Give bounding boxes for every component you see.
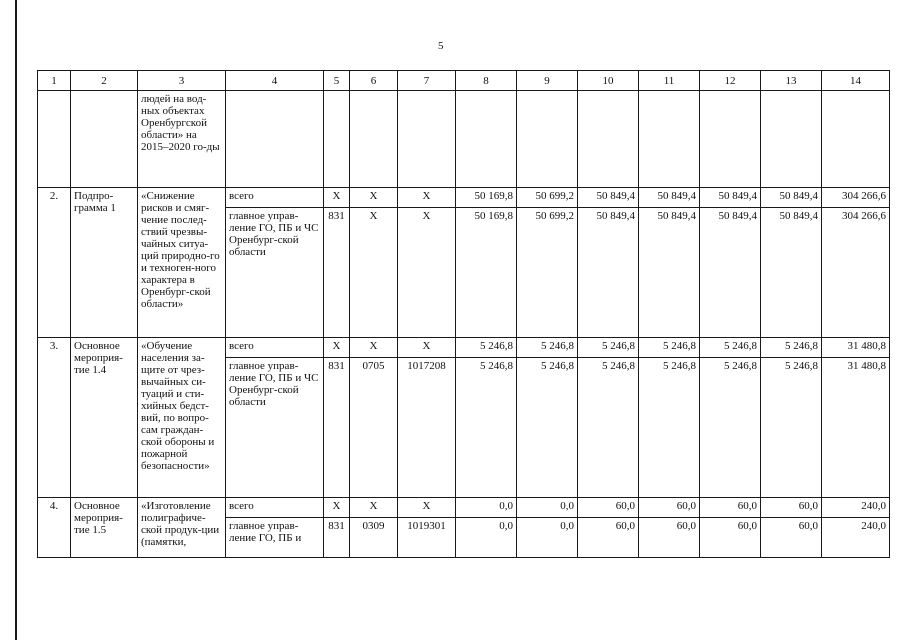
value-cell: 5 246,8 <box>517 358 578 498</box>
value-cell: 5 246,8 <box>578 358 639 498</box>
value-cell: 50 169,8 <box>456 208 517 338</box>
value-cell: 5 246,8 <box>761 358 822 498</box>
row-number: 2. <box>38 188 71 338</box>
value-cell: 50 169,8 <box>456 188 517 208</box>
row-number: 4. <box>38 498 71 558</box>
page-edge-line <box>15 0 17 640</box>
csr-cell: Х <box>398 188 456 208</box>
value-cell: 0,0 <box>517 498 578 518</box>
table-row <box>38 338 890 358</box>
header-cell: 6 <box>350 71 398 91</box>
value-cell: 50 849,4 <box>761 208 822 338</box>
total-cell: 31 480,8 <box>822 338 890 358</box>
value-cell: 60,0 <box>639 518 700 558</box>
executor-cell: главное управ-ление ГО, ПБ и ЧС Оренбург-ской области <box>226 358 324 498</box>
executor-cell: главное управ-ление ГО, ПБ и <box>226 518 324 558</box>
header-cell: 1 <box>38 71 71 91</box>
value-cell: 60,0 <box>578 518 639 558</box>
budget-table <box>37 70 890 558</box>
rzpr-cell: 0705 <box>350 358 398 498</box>
value-cell: 5 246,8 <box>700 358 761 498</box>
page-number: 5 <box>438 40 444 52</box>
value-cell: 5 246,8 <box>639 338 700 358</box>
csr-cell: Х <box>398 338 456 358</box>
header-cell: 11 <box>639 71 700 91</box>
csr-cell: 1019301 <box>398 518 456 558</box>
grbs-cell: Х <box>324 338 350 358</box>
header-row <box>38 71 890 91</box>
total-cell: 240,0 <box>822 518 890 558</box>
value-cell: 50 699,2 <box>517 208 578 338</box>
rzpr-cell: Х <box>350 188 398 208</box>
value-cell: 50 849,4 <box>761 188 822 208</box>
value-cell: 5 246,8 <box>456 338 517 358</box>
rzpr-cell: Х <box>350 498 398 518</box>
value-cell: 60,0 <box>639 498 700 518</box>
header-cell: 13 <box>761 71 822 91</box>
header-cell: 12 <box>700 71 761 91</box>
value-cell: 60,0 <box>578 498 639 518</box>
value-cell: 5 246,8 <box>517 338 578 358</box>
value-cell: 60,0 <box>700 518 761 558</box>
rzpr-cell: Х <box>350 338 398 358</box>
executor-cell: всего <box>226 338 324 358</box>
csr-cell: 1017208 <box>398 358 456 498</box>
value-cell: 50 849,4 <box>639 208 700 338</box>
row-number: 3. <box>38 338 71 498</box>
program-name-cell: «Изготовление полиграфиче-ской продук-ции (памятки, <box>138 498 226 558</box>
header-cell: 2 <box>71 71 138 91</box>
csr-cell: Х <box>398 498 456 518</box>
total-cell: 304 266,6 <box>822 188 890 208</box>
status-cell: Основное мероприя-тие 1.5 <box>71 498 138 558</box>
value-cell: 0,0 <box>456 518 517 558</box>
value-cell: 50 849,4 <box>639 188 700 208</box>
value-cell: 5 246,8 <box>639 358 700 498</box>
table-row <box>38 498 890 518</box>
grbs-cell: 831 <box>324 518 350 558</box>
executor-cell: всего <box>226 188 324 208</box>
value-cell: 50 849,4 <box>700 208 761 338</box>
value-cell: 5 246,8 <box>700 338 761 358</box>
status-cell: Основное мероприя-тие 1.4 <box>71 338 138 498</box>
value-cell: 0,0 <box>517 518 578 558</box>
grbs-cell: Х <box>324 188 350 208</box>
table-row <box>38 91 890 188</box>
header-cell: 7 <box>398 71 456 91</box>
total-cell: 31 480,8 <box>822 358 890 498</box>
value-cell: 60,0 <box>700 498 761 518</box>
value-cell: 50 849,4 <box>578 188 639 208</box>
value-cell: 50 849,4 <box>578 208 639 338</box>
header-cell: 9 <box>517 71 578 91</box>
status-cell: Подпро-грамма 1 <box>71 188 138 338</box>
rzpr-cell: 0309 <box>350 518 398 558</box>
program-name-cell: «Снижение рисков и смяг-чение послед-ствий чрезвы-чайных ситуа-ций природно-го и техноген-ного характера в Оренбург-ской области» <box>138 188 226 338</box>
grbs-cell: 831 <box>324 358 350 498</box>
header-cell: 10 <box>578 71 639 91</box>
value-cell: 0,0 <box>456 498 517 518</box>
header-cell: 8 <box>456 71 517 91</box>
total-cell: 304 266,6 <box>822 208 890 338</box>
csr-cell: Х <box>398 208 456 338</box>
header-cell: 3 <box>138 71 226 91</box>
program-name-cell: людей на вод-ных объектах Оренбургской области» на 2015–2020 го-ды <box>138 91 226 188</box>
executor-cell: главное управ-ление ГО, ПБ и ЧС Оренбург-ской области <box>226 208 324 338</box>
grbs-cell: Х <box>324 498 350 518</box>
value-cell: 5 246,8 <box>456 358 517 498</box>
value-cell: 50 699,2 <box>517 188 578 208</box>
header-cell: 5 <box>324 71 350 91</box>
grbs-cell: 831 <box>324 208 350 338</box>
value-cell: 60,0 <box>761 498 822 518</box>
executor-cell: всего <box>226 498 324 518</box>
value-cell: 50 849,4 <box>700 188 761 208</box>
rzpr-cell: Х <box>350 208 398 338</box>
program-name-cell: «Обучение населения за-щите от чрез-вычайных си-туаций и сти-хийных бедст-вий, по вопро-сам граждан-ской обороны и пожарной безопасности» <box>138 338 226 498</box>
value-cell: 5 246,8 <box>578 338 639 358</box>
total-cell: 240,0 <box>822 498 890 518</box>
table-row <box>38 188 890 208</box>
header-cell: 14 <box>822 71 890 91</box>
header-cell: 4 <box>226 71 324 91</box>
value-cell: 60,0 <box>761 518 822 558</box>
value-cell: 5 246,8 <box>761 338 822 358</box>
